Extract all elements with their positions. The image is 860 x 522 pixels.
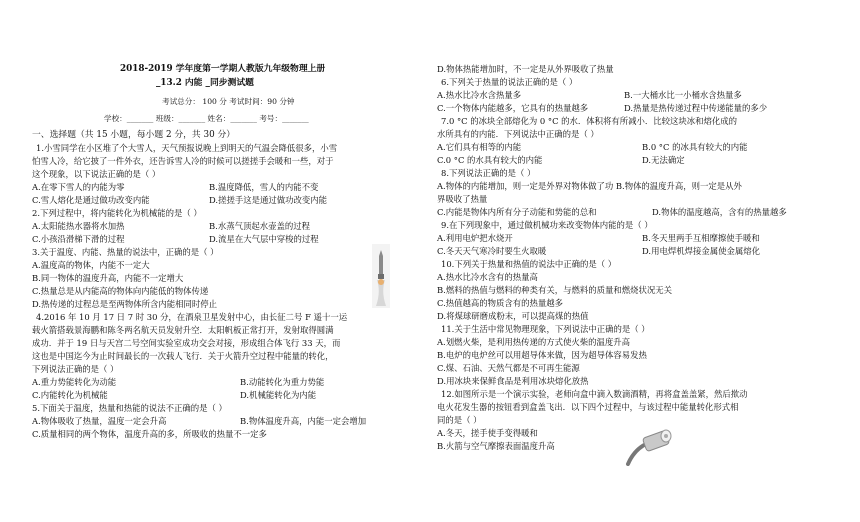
q2-stem: 2.下列过程中，将内能转化为机械能的是（ ） bbox=[32, 208, 202, 218]
q1-option-a: A.在零下雪人的内能为零 bbox=[32, 182, 125, 192]
q1-stem-2: 怕雪人冷，给它披了一件外衣，还告诉雪人冷的时候可以搓搓手会暖和一些，对于 bbox=[32, 156, 334, 166]
q4-option-c: C.内能转化为机械能 bbox=[32, 390, 108, 400]
q11-option-b: B.电炉的电炉丝可以用超导体来做，因为超导体容易发热 bbox=[437, 350, 647, 360]
q2-option-c: C.小孩沿滑梯下滑的过程 bbox=[32, 234, 125, 244]
q12-stem-1: 12.如图所示是一个演示实验，老师向盒中滴入数滴酒精，再将盒盖盖紧，然后揿动 bbox=[441, 389, 748, 399]
q7-option-c: C.0 °C 的水具有较大的内能 bbox=[437, 155, 543, 165]
q12-stem-3: 同的是（ ） bbox=[437, 415, 482, 425]
q3-option-d: D.热传递的过程总是至两物体所含内能相同时停止 bbox=[32, 299, 217, 309]
q6-option-b: B.一大桶水比一小桶水含热量多 bbox=[624, 90, 742, 100]
q9-option-a: A.利用电炉把水烧开 bbox=[437, 233, 513, 243]
q8-option-b-cont: 界吸收了热量 bbox=[437, 194, 488, 204]
q9-stem: 9.在下列现象中，通过做机械功来改变物体内能的是（ ） bbox=[441, 220, 653, 230]
q8-option-ab: A.物体的内能增加，则一定是外界对物体做了功 B.物体的温度升高，则一定是从外 bbox=[437, 181, 742, 191]
q9-option-b: B.冬天里两手互相摩擦使手暖和 bbox=[642, 233, 760, 243]
q3-option-c: C.热量总是从内能高的物体向内能低的物体传递 bbox=[32, 286, 209, 296]
q3-option-b: B.同一物体的温度升高，内能不一定增大 bbox=[32, 273, 184, 283]
section-heading: 一、选择题（共 15 小题，每小题 2 分，共 30 分） bbox=[32, 130, 236, 140]
q11-option-c: C.煤、石油、天然气都是不可再生能源 bbox=[437, 363, 580, 373]
q11-option-a: A.划燃火柴，是利用热传递的方式使火柴的温度升高 bbox=[437, 337, 630, 347]
q10-option-c: C.热值越高的物质含有的热量越多 bbox=[437, 298, 564, 308]
q10-option-b: B.燃料的热值与燃料的种类有关，与燃料的质量和燃烧状况无关 bbox=[437, 285, 672, 295]
q6-option-c: C.一个物体内能越多，它具有的热量越多 bbox=[437, 103, 589, 113]
q4-option-a: A.重力势能转化为动能 bbox=[32, 377, 117, 387]
q1-option-d: D.搓搓手这是通过做功改变内能 bbox=[209, 195, 327, 205]
q1-stem-1: 1.小雪同学在小区堆了个大雪人，天气预报说晚上到明天的气温会降低很多，小雪 bbox=[36, 143, 338, 153]
q7-stem-2: 水所具有的内能．下列说法中正确的是（ ） bbox=[437, 129, 599, 139]
q5-option-d: D.物体热能增加时，不一定是从外界吸收了热量 bbox=[437, 64, 614, 74]
q2-option-a: A.太阳能热水器将水加热 bbox=[32, 221, 125, 231]
q10-option-a: A.热水比冷水含有的热量高 bbox=[437, 272, 538, 282]
q1-option-c: C.雪人熔化是通过做功改变内能 bbox=[32, 195, 150, 205]
q9-option-c: C.冬天天气寒冷时要生火取暖 bbox=[437, 246, 547, 256]
q10-option-d: D.将煤球研磨成粉末，可以提高煤的热值 bbox=[437, 311, 589, 321]
q1-option-b: B.温度降低，雪人的内能不变 bbox=[209, 182, 319, 192]
rocket-launch-figure bbox=[372, 244, 390, 308]
exam-meta: 考试总分： 100 分 考试时间：90 分钟 bbox=[162, 97, 295, 106]
q6-stem: 6.下列关于热量的说法正确的是（ ） bbox=[441, 77, 578, 87]
q3-stem: 3.关于温度、内能、热量的说法中，正确的是（ ） bbox=[32, 247, 219, 257]
q5-option-a: A.物体吸收了热量，温度一定会升高 bbox=[32, 416, 167, 426]
q4-option-d: D.机械能转化为内能 bbox=[240, 390, 317, 400]
q12-option-a: A.冬天，搓手使手变得暖和 bbox=[437, 428, 538, 438]
q8-option-d: D.物体的温度越高，含有的热量越多 bbox=[652, 207, 787, 217]
q12-stem-2: 电火花发生器的按钮看到盒盖飞出．以下四个过程中，与该过程中能量转化形式相 bbox=[437, 402, 739, 412]
q4-option-b: B.动能转化为重力势能 bbox=[240, 377, 325, 387]
q8-option-c: C.内能是物体内所有分子动能和势能的总和 bbox=[437, 207, 597, 217]
q6-option-d: D.热量是热传递过程中传递能量的多少 bbox=[624, 103, 768, 113]
q4-stem-3: 成功．并于 19 日与天宫二号空间实验室成功交会对接，形成组合体飞行 33 天，而 bbox=[32, 338, 341, 348]
q8-stem: 8.下列说法正确的是（ ） bbox=[441, 168, 536, 178]
q5-stem: 5.下面关于温度，热量和热能的说法不正确的是（ ） bbox=[32, 403, 227, 413]
q6-option-a: A.热水比冷水含热量多 bbox=[437, 90, 522, 100]
q12-option-b: B.火箭与空气摩擦表面温度升高 bbox=[437, 441, 555, 451]
q10-stem: 10.下列关于热量和热值的说法中正确的是（ ） bbox=[441, 259, 617, 269]
student-info: 学校：_______ 班级：_______ 姓名：_______ 考号：_______ bbox=[104, 114, 309, 123]
q4-stem-2: 载火箭搭载景海鹏和陈冬两名航天员发射升空．太阳帆板正常打开，发射取得圆满 bbox=[32, 325, 334, 335]
q2-option-b: B.水蒸气顶起水壶盖的过程 bbox=[209, 221, 310, 231]
q4-stem-1: 4.2016 年 10 月 17 日 7 时 30 分，在酒泉卫星发射中心，由长征二号 F 遥十一运 bbox=[36, 312, 348, 322]
spark-generator-figure bbox=[624, 426, 674, 466]
q9-option-d: D.用电焊机焊接金属使金属熔化 bbox=[642, 246, 760, 256]
q11-stem: 11.关于生活中常见物理现象，下列说法中正确的是（ ） bbox=[441, 324, 650, 334]
q7-stem-1: 7.0 °C 的冰块全部熔化为 0 °C 的水．体积将有所减小．比较这块冰和熔化成的 bbox=[441, 116, 738, 126]
q2-option-d: D.流星在大气层中穿梭的过程 bbox=[209, 234, 319, 244]
q7-option-d: D.无法确定 bbox=[642, 155, 685, 165]
q5-option-c: C.质量相同的两个物体，温度升高的多，所吸收的热量不一定多 bbox=[32, 429, 267, 439]
q4-stem-5: 下列说法正确的是（ ） bbox=[32, 364, 119, 374]
q3-option-a: A.温度高的物体，内能不一定大 bbox=[32, 260, 150, 270]
q5-option-b: B.物体温度升高，内能一定会增加 bbox=[240, 416, 367, 426]
q4-stem-4: 这也是中国迄今为止时间最长的一次载人飞行．关于火箭升空过程中能量的转化， bbox=[32, 351, 334, 361]
page-title-line1: 2018-2019 学年度第一学期人教版九年级物理上册 bbox=[120, 64, 326, 74]
q1-stem-3: 这个现象，以下说法正确的是（ ） bbox=[32, 169, 161, 179]
q7-option-b: B.0 °C 的冰具有较大的内能 bbox=[642, 142, 748, 152]
q7-option-a: A.它们具有相等的内能 bbox=[437, 142, 522, 152]
q11-option-d: D.用冰块来保鲜食品是利用冰块熔化放热 bbox=[437, 376, 589, 386]
page-title-line2: _13.2 内能 _同步测试题 bbox=[156, 78, 254, 88]
